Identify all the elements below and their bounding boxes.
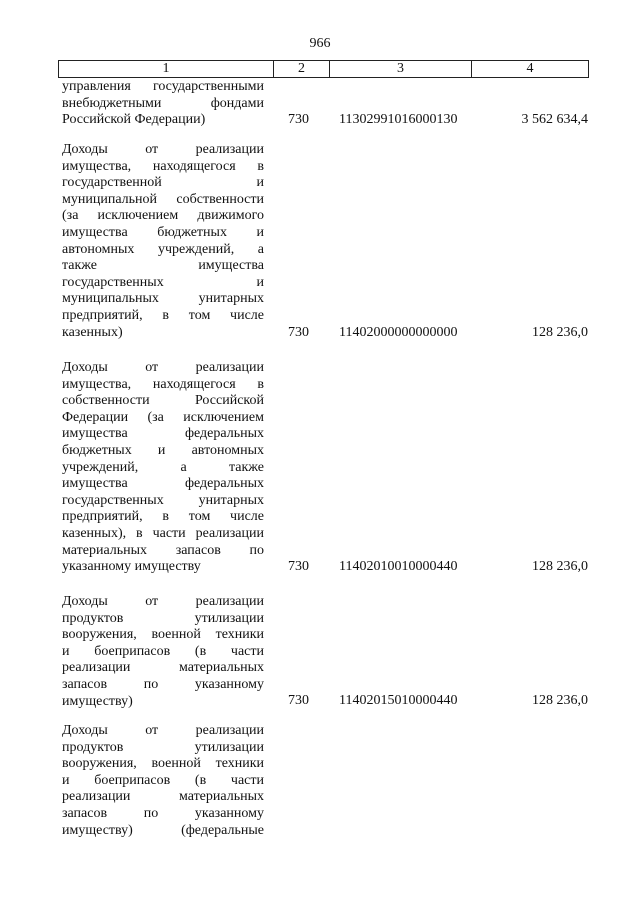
desc-line: муниципальных унитарных: [62, 291, 264, 307]
desc-line: предприятий, в том числе: [62, 509, 264, 525]
desc-line: запасов по указанному: [62, 805, 264, 821]
page-number: 966: [309, 36, 331, 51]
desc-line: Доходы от реализации: [62, 360, 264, 375]
desc-line: вооружения, военной техники: [62, 627, 264, 643]
desc-line: государственных унитарных: [62, 492, 264, 508]
budget-classification-code: 11402010010000440: [339, 559, 458, 575]
desc-line: Доходы от реализации: [62, 142, 264, 157]
desc-line: управления государственными: [62, 79, 264, 94]
desc-line: автономных учреждений, а: [62, 241, 264, 257]
admin-code: 730: [288, 325, 309, 341]
amount: 128 236,0: [532, 325, 588, 341]
header-col-2: 2: [273, 61, 329, 77]
header-col-1: 1: [162, 61, 170, 76]
table-row: [62, 142, 588, 342]
desc-line: также имущества: [62, 258, 264, 274]
row-description: [62, 142, 264, 341]
desc-line: имуществу): [62, 693, 133, 709]
row-description: [62, 594, 264, 710]
admin-code: 730: [288, 112, 309, 128]
desc-line: вооружения, военной техники: [62, 756, 264, 772]
desc-line: материальных запасов по: [62, 542, 264, 558]
budget-classification-code: 11302991016000130: [339, 112, 458, 128]
desc-line: предприятий, в том числе: [62, 307, 264, 323]
budget-classification-code: 11402015010000440: [339, 693, 458, 709]
desc-line: Российской Федерации): [62, 112, 206, 128]
table-row: [62, 79, 588, 129]
desc-line: бюджетных и автономных: [62, 442, 264, 458]
row-description: [62, 79, 264, 129]
budget-classification-code: 11402000000000000: [339, 325, 458, 341]
desc-line: указанному имуществу: [62, 559, 201, 575]
row-description: [62, 360, 264, 576]
amount: 3 562 634,4: [521, 112, 588, 128]
desc-line: имущества федеральных: [62, 426, 264, 442]
desc-line: собственности Российской: [62, 393, 264, 409]
desc-line: реализации материальных: [62, 660, 264, 676]
desc-line: продуктов утилизации: [62, 739, 264, 755]
desc-line: имущества федеральных: [62, 476, 264, 492]
table-row: [62, 360, 588, 576]
admin-code: 730: [288, 693, 309, 709]
desc-line: государственных и: [62, 274, 264, 290]
desc-line: внебюджетными фондами: [62, 95, 264, 111]
desc-line: имущества, находящегося в: [62, 158, 264, 174]
desc-line: казенных), в части реализации: [62, 525, 264, 541]
desc-line: имуществу) (федеральные: [62, 822, 264, 838]
header-col-4: 4: [471, 61, 588, 77]
table-header: [58, 60, 589, 78]
desc-line: Доходы от реализации: [62, 594, 264, 609]
desc-line: государственной и: [62, 175, 264, 191]
table-row: [62, 723, 588, 839]
desc-line: и боеприпасов (в части: [62, 643, 264, 659]
desc-line: имущества, находящегося в: [62, 376, 264, 392]
desc-line: муниципальной собственности: [62, 191, 264, 207]
desc-line: продуктов утилизации: [62, 610, 264, 626]
desc-line: (за исключением движимого: [62, 208, 264, 224]
desc-line: Федерации (за исключением: [62, 409, 264, 425]
desc-line: Доходы от реализации: [62, 723, 264, 738]
desc-line: казенных): [62, 324, 123, 340]
desc-line: реализации материальных: [62, 789, 264, 805]
row-description: [62, 723, 264, 839]
amount: 128 236,0: [532, 559, 588, 575]
amount: 128 236,0: [532, 693, 588, 709]
desc-line: запасов по указанному: [62, 676, 264, 692]
desc-line: имущества бюджетных и: [62, 224, 264, 240]
desc-line: учреждений, а также: [62, 459, 264, 475]
admin-code: 730: [288, 559, 309, 575]
header-col-3: 3: [329, 61, 471, 77]
table-row: [62, 594, 588, 710]
desc-line: и боеприпасов (в части: [62, 772, 264, 788]
